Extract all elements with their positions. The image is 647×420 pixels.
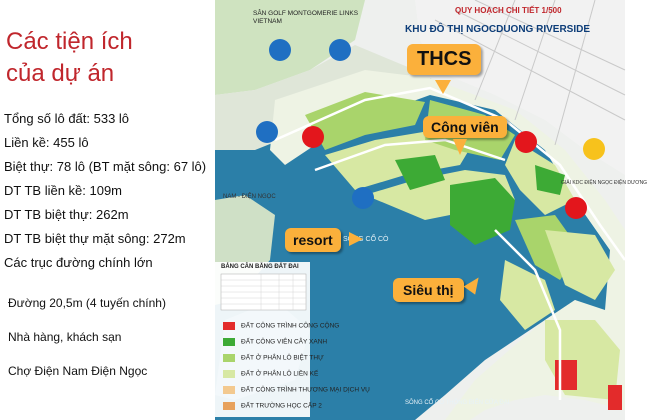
note-market: Chợ Điện Nam Điện Ngọc <box>8 364 148 378</box>
stat-villas: Biệt thự: 78 lô (BT mặt sông: 67 lô) <box>4 159 207 174</box>
title-line-2: của dự án <box>6 60 115 87</box>
stat-avg-villa-area: DT TB biệt thự: 262m <box>4 207 129 222</box>
legend-swatch <box>223 338 235 346</box>
callout-park: Công viên <box>423 116 507 138</box>
legend-item-townhouse <box>223 370 318 380</box>
master-plan-map <box>215 0 647 420</box>
legend-swatch <box>223 322 235 330</box>
bottom-river-label: SÔNG CỔ CÒ THÔNG BIỂN CỬA ĐẠI <box>405 400 510 406</box>
legend-label: ĐẤT CÔNG TRÌNH CÔNG CỘNG <box>241 322 340 330</box>
stat-avg-townhouse-area: DT TB liền kề: 109m <box>4 183 123 198</box>
golf-label: SÂN GOLF MONTGOMERIE LINKS VIETNAM <box>253 10 359 25</box>
callout-resort: resort <box>285 228 341 252</box>
callout-thcs-pointer <box>435 80 451 94</box>
callout-resort-pointer <box>349 232 363 246</box>
legend-swatch <box>223 354 235 362</box>
info-panel <box>0 0 215 420</box>
stat-townhouses: Liền kề: 455 lô <box>4 135 89 150</box>
project-title: KHU ĐÔ THỊ NGOCDUONG RIVERSIDE <box>405 24 591 35</box>
legend-label: ĐẤT CÔNG VIÊN CÂY XANH <box>241 338 328 346</box>
river-label: SÔNG CỔ CÒ <box>343 236 389 243</box>
legend-swatch <box>223 402 235 410</box>
stat-avg-riverside-villa-area: DT TB biệt thự mặt sông: 272m <box>4 231 186 246</box>
legend-label: ĐẤT Ở PHÂN LÔ LIỀN KẾ <box>241 370 319 378</box>
legend-item-park <box>223 338 327 348</box>
legend-item-commercial <box>223 386 370 396</box>
legend-title: BẢNG CÂN BẰNG ĐẤT ĐAI <box>221 264 299 270</box>
note-roads: Đường 20,5m (4 tuyến chính) <box>8 296 166 310</box>
panel-title <box>6 26 133 90</box>
callout-park-pointer <box>453 139 467 155</box>
legend-item-villa <box>223 354 324 364</box>
legend-label: ĐẤT CÔNG TRÌNH THƯƠNG MẠI DỊCH VỤ <box>241 386 370 394</box>
legend-item-public <box>223 322 339 332</box>
plan-title: QUY HOẠCH CHI TIẾT 1/500 <box>455 6 562 15</box>
legend-swatch <box>223 370 235 378</box>
road-label-left: NAM - ĐIỆN NGỌC <box>223 194 276 200</box>
note-restaurants: Nhà hàng, khách sạn <box>8 330 122 344</box>
callout-market: Siêu thị <box>393 278 464 302</box>
land-balance-table <box>221 274 306 310</box>
stat-main-roads: Các trục đường chính lớn <box>4 255 153 270</box>
legend-label: ĐẤT Ở PHÂN LÔ BIỆT THỰ <box>241 354 324 362</box>
legend-label: ĐẤT TRƯỜNG HỌC CẤP 2 <box>241 402 322 410</box>
callout-thcs: THCS <box>407 44 481 75</box>
stat-total-lots: Tổng số lô đất: 533 lô <box>4 111 130 126</box>
legend-swatch <box>223 386 235 394</box>
legend-item-school <box>223 402 322 412</box>
title-line-1: Các tiện ích <box>6 28 133 55</box>
market-area-label: GIẢI KDC ĐIỆN NGỌC ĐIỆN DƯƠNG <box>561 180 647 186</box>
